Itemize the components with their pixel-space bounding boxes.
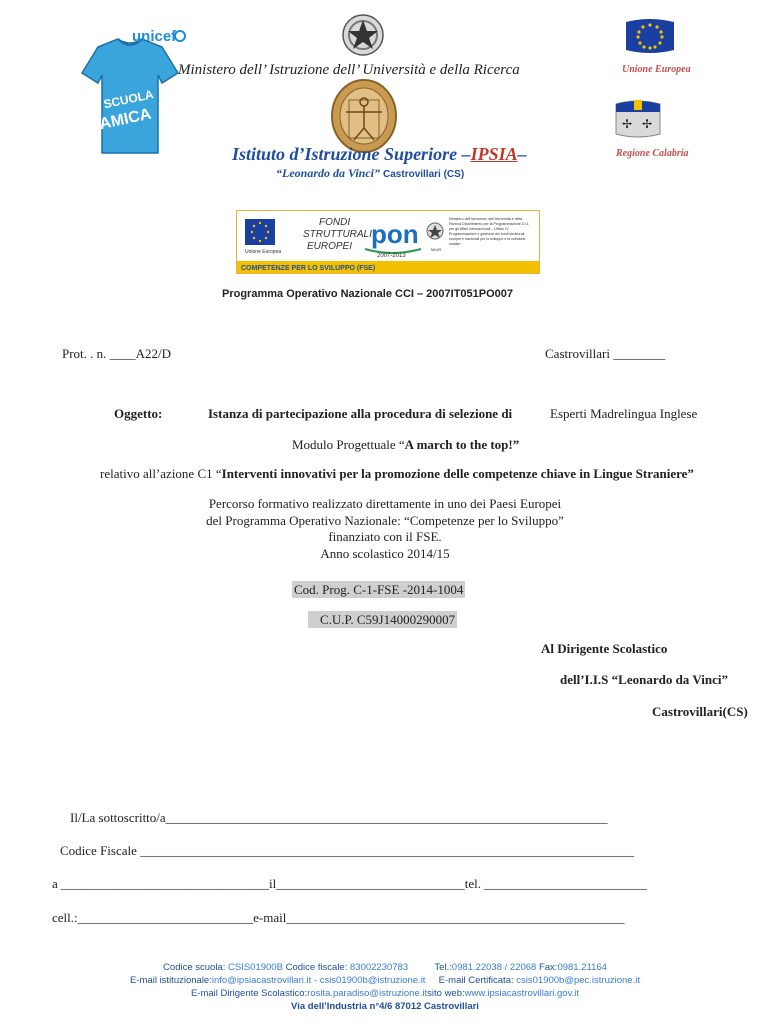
svg-text:✢: ✢ xyxy=(642,117,653,131)
percorso-line: Anno scolastico 2014/15 xyxy=(320,545,450,561)
recipient-line3: Castrovillari(CS) xyxy=(652,704,748,719)
institute-prefix: Istituto d’Istruzione Superiore – xyxy=(232,144,471,164)
sottoscritto-field[interactable]: Il/La sottoscritto/a____________________________________________________________________ xyxy=(70,810,608,825)
ministry-title: Ministero dell’ Istruzione dell’ Università e della Ricerca xyxy=(178,62,520,78)
footer-label: Codice fiscale: xyxy=(285,962,348,973)
footer-label: E-mail Dirigente Scolastico: xyxy=(190,988,308,999)
footer-label: E-mail istituzionale: xyxy=(130,975,212,986)
cell-email-field[interactable]: cell.:___________________________e-mail____________________________________________________ xyxy=(52,910,625,925)
esperti-text: Esperti Madrelingua Inglese xyxy=(550,406,698,421)
pon-eu-caption: Unione Europea xyxy=(245,249,282,255)
email-istituzionale[interactable]: info@ipsiacastrovillari.it - csis01900b@istruzione.it xyxy=(211,975,426,986)
amica-label: AMICA xyxy=(97,105,153,134)
pon-banner-graphic xyxy=(237,211,539,273)
fax: 0981.21164 xyxy=(557,962,607,973)
recipient-line2: dell’I.I.S “Leonardo da Vinci” xyxy=(560,672,728,687)
percorso-line: del Programma Operativo Nazionale: “Competenze per lo Sviluppo” xyxy=(206,512,564,528)
footer-label: E-mail Certificata: xyxy=(438,975,514,986)
percorso-line: Percorso formativo realizzato direttamente in uno dei Paesi Europei xyxy=(208,496,562,511)
pon-years: 2007-2013 xyxy=(377,253,406,259)
calabria-label: Regione Calabria xyxy=(616,148,689,159)
modulo-line xyxy=(292,437,519,453)
fondi-line2: STRUTTURALI xyxy=(303,229,372,240)
fondi-line1: FONDI xyxy=(319,217,351,228)
institute-name xyxy=(232,144,527,165)
footer-line3 xyxy=(60,988,710,999)
institute-subtitle xyxy=(276,166,464,181)
codice-fiscale-field[interactable]: Codice Fiscale ____________________________________________________________________________ xyxy=(60,843,635,858)
pon-miur: MIUR xyxy=(431,247,442,252)
footer-line2 xyxy=(60,975,710,986)
codice-fiscale: 83002230783 xyxy=(350,962,409,973)
unicef-scuola-amica-logo xyxy=(70,25,190,160)
protocol-number: Prot. . n. ____A22/D xyxy=(62,346,172,361)
email-certificata[interactable]: csis01900b@pec.istruzione.it xyxy=(516,975,640,986)
relativo-prefix: relativo all’azione C1 “ xyxy=(100,466,222,481)
italian-republic-emblem xyxy=(340,12,386,58)
svg-text:✢: ✢ xyxy=(622,117,633,131)
footer-label: Fax: xyxy=(538,962,558,973)
percorso-block xyxy=(0,496,770,562)
codice-scuola: CSIS01900B xyxy=(228,962,283,973)
footer-line4 xyxy=(60,1001,710,1012)
pon-banner xyxy=(236,210,540,274)
leonardo-name: “Leonardo da Vinci” xyxy=(276,166,381,180)
oggetto-label: Oggetto: xyxy=(114,406,163,421)
fondi-line3: EUROPEI xyxy=(307,241,353,252)
recipient-line1: Al Dirigente Scolastico xyxy=(541,641,668,656)
castrovillari-cs: Castrovillari (CS) xyxy=(383,169,465,180)
relativo-bold: Interventi innovativi per la promozione delle competenze chiave in Lingue Straniere” xyxy=(221,466,694,481)
website-link[interactable]: www.ipsiacastrovillari.gov.it xyxy=(464,988,580,999)
modulo-title: A march to the top!” xyxy=(404,437,520,452)
pon-ministry-text: Ministero dell'Istruzione, dell'Università e della Ricerca Dipartimento per la Programmazione D.G. per gli Affari Internazionali – Ufficio IV Programmazione e gestione dei fondi strutturali europei e nazionali per lo sviluppo e la coesione sociale xyxy=(449,217,530,246)
percorso-line: finanziato con il FSE. xyxy=(328,529,442,544)
telephone: 0981.22038 / 22068 xyxy=(451,962,537,973)
relativo-line xyxy=(100,466,694,482)
footer-line1 xyxy=(60,962,710,973)
modulo-prefix: Modulo Progettuale “ xyxy=(292,437,405,452)
eu-label: Unione Europea xyxy=(622,64,691,75)
pon-competenze: COMPETENZE PER LO SVILUPPO (FSE) xyxy=(241,265,376,272)
birth-place-field[interactable]: a ________________________________il_____________________________tel. _________________________ xyxy=(52,876,647,891)
footer-address: Via dell’Industria n°4/6 87012 Castrovillari xyxy=(291,1001,479,1012)
cod-prog: Cod. Prog. C-1-FSE -2014-1004 xyxy=(294,582,464,597)
institute-ipsia: IPSIA xyxy=(470,144,518,164)
footer-label: sito web: xyxy=(427,988,465,999)
pon-wordmark: pon xyxy=(371,219,419,249)
oggetto-text: Istanza di partecipazione alla procedura di selezione di xyxy=(208,406,513,421)
calabria-flag-icon xyxy=(612,96,664,140)
footer-label: Codice scuola: xyxy=(163,962,226,973)
cup-code: C.U.P. C59J14000290007 xyxy=(308,611,457,628)
email-dirigente[interactable]: rosita.paradiso@istruzione.it xyxy=(307,988,428,999)
programma-title: Programma Operativo Nazionale CCI – 2007IT051PO007 xyxy=(222,288,514,300)
institute-suffix: – xyxy=(517,144,527,164)
scuola-label: SCUOLA xyxy=(102,87,155,112)
vitruvian-man-seal xyxy=(330,78,398,154)
footer-label: Tel.: xyxy=(434,962,452,973)
unicef-label: unicef xyxy=(132,28,177,45)
eu-flag-icon xyxy=(622,16,678,56)
place-date: Castrovillari ________ xyxy=(545,346,666,361)
